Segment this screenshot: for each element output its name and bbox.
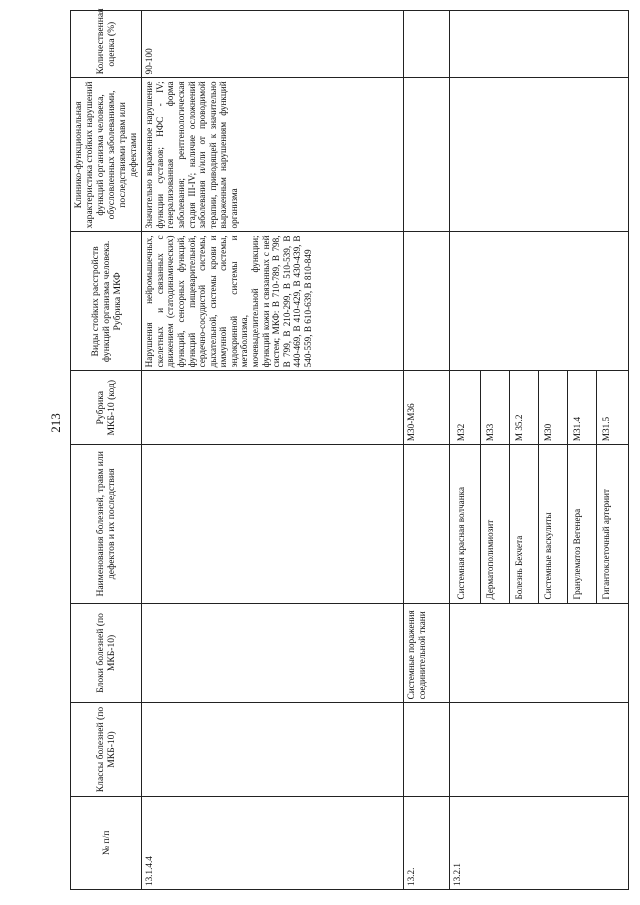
row-13-1-4-4-classes bbox=[142, 703, 404, 796]
row-13-2-1-blocks bbox=[450, 603, 629, 703]
row-13-2-names bbox=[404, 445, 450, 603]
disease-name: Гранулематоз Вегенера bbox=[568, 445, 597, 602]
row-13-2-num: 13.2. bbox=[404, 796, 450, 889]
row-13-2-1-characteristics bbox=[450, 78, 629, 232]
row-13-2-characteristics bbox=[404, 78, 450, 232]
row-13-1-4-4-blocks bbox=[142, 603, 404, 703]
row-13-2-1-num: 13.2.1 bbox=[450, 796, 629, 889]
table-row-13-2-1 bbox=[450, 11, 629, 890]
disease-name: Дерматополимиозит bbox=[481, 445, 510, 602]
header-names: Наименования болезней, травм или дефектов и их последствия bbox=[71, 445, 142, 603]
row-13-1-4-4-num: 13.1.4.4 bbox=[142, 796, 404, 889]
table-row-13-1-4-4 bbox=[142, 11, 404, 890]
page-number: 213 bbox=[48, 413, 63, 433]
disease-name: Болезнь Бехчета bbox=[510, 445, 539, 602]
row-13-1-4-4-characteristics: Значительно выраженное нарушение функции суставов; НФС - IV; генерализованная форма заболевания; рентгенологическая стадия III-IV; наличие осложнений заболевания и/или от проводимой терапии, приводящей к значительно выраженным нарушениям функций организма bbox=[142, 78, 404, 232]
header-types: Виды стойких расстройств функций организма человека. Рубрика МКФ bbox=[71, 232, 142, 371]
disease-code: M32 bbox=[452, 371, 481, 444]
row-13-1-4-4-types: Нарушения нейромышечных, скелетных и связанных с движением (статодинамических) функций, сенсорных функций, функций пищеварительной, сердечно-сосудистой системы, дыхательной, системы крови и иммунной системы, эндокринной системы и метаболизма, мочевыделительной функции; функций кожи и связанных с ней систем; МКФ: B 710-789, B 798, B 799, B 210-299, B 510-539, B 440-469, B 410-429, B 430-439, B 540-559, B 610-639, B 810-849 bbox=[142, 232, 404, 371]
disease-code: M33 bbox=[481, 371, 510, 444]
header-characteristics: Клинико-функциональная характеристика стойких нарушений функций организма человека, обусловленных заболеваниями, последствиями травм или дефектами bbox=[71, 78, 142, 232]
disease-code: M30 bbox=[539, 371, 568, 444]
row-13-2-icd: M30-M36 bbox=[404, 371, 450, 445]
disease-code: M31.4 bbox=[568, 371, 597, 444]
row-13-2-1-names bbox=[450, 445, 629, 603]
header-row bbox=[71, 11, 142, 890]
row-13-2-classes bbox=[404, 703, 450, 796]
table-sheet bbox=[70, 10, 626, 890]
row-13-2-block: Системные поражения соединительной ткани bbox=[404, 603, 450, 703]
header-score: Количественная оценка (%) bbox=[71, 11, 142, 78]
disease-name: Системная красная волчанка bbox=[452, 445, 481, 602]
row-13-1-4-4-icd bbox=[142, 371, 404, 445]
disease-name: Системные васкулиты bbox=[539, 445, 568, 602]
header-icd: Рубрика МКБ-10 (код) bbox=[71, 371, 142, 445]
row-13-2-1-classes bbox=[450, 703, 629, 796]
header-num: № п/п bbox=[71, 796, 142, 889]
row-13-1-4-4-names bbox=[142, 445, 404, 603]
table-row-13-2 bbox=[404, 11, 450, 890]
row-13-2-1-icd bbox=[450, 371, 629, 445]
row-13-2-score bbox=[404, 11, 450, 78]
disability-criteria-table bbox=[70, 10, 629, 890]
disease-name: Гигантоклеточный артериит bbox=[601, 489, 612, 600]
header-blocks: Блоки болезней (по МКБ-10) bbox=[71, 603, 142, 703]
header-classes: Классы болезней (по МКБ-10) bbox=[71, 703, 142, 796]
disease-code: M 35.2 bbox=[510, 371, 539, 444]
row-13-2-1-types bbox=[450, 232, 629, 371]
row-13-2-types bbox=[404, 232, 450, 371]
row-13-1-4-4-score: 90-100 bbox=[142, 11, 404, 78]
disease-code: M31.5 bbox=[601, 416, 612, 442]
row-13-2-1-score bbox=[450, 11, 629, 78]
